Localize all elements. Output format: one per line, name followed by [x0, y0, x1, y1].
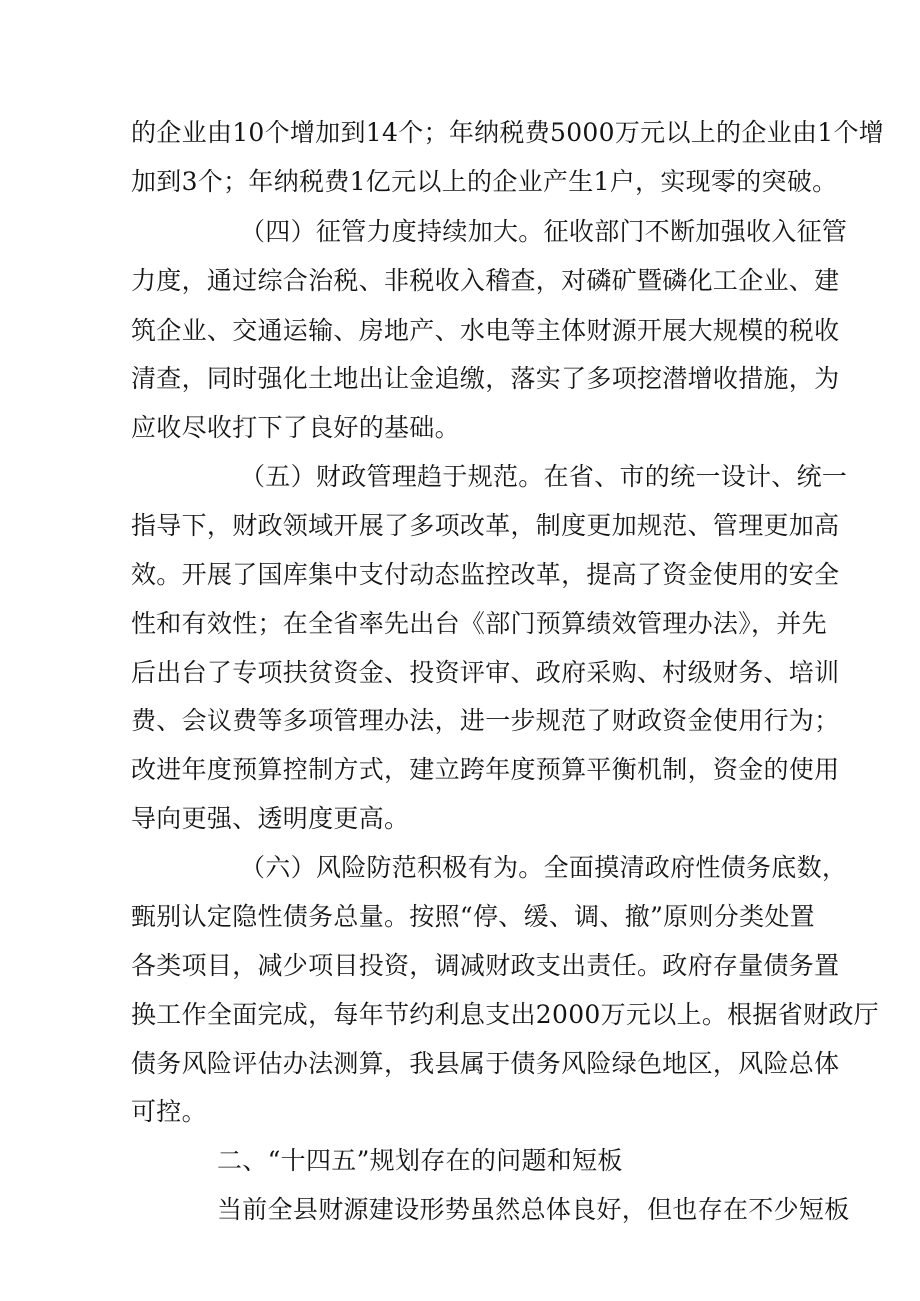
- section-heading-problems: 二、“十四五”规划存在的问题和短板: [217, 1146, 623, 1175]
- text-line-20: 债务风险评估办法测算，我县属于债务风险绿色地区，风险总体: [131, 1049, 840, 1078]
- text-line-2: 加到3个；年纳税费1亿元以上的企业产生1户，实现零的突破。: [131, 167, 838, 196]
- text-line-17: 甄别认定隐性债务总量。按照“停、缓、调、撤”原则分类处置: [131, 902, 815, 931]
- text-line-last: 当前全县财源建设形势虽然总体良好，但也存在不少短板: [217, 1195, 850, 1224]
- text-line-7: 应收尽收打下了良好的基础。: [131, 413, 460, 442]
- section-four-first-line: （四）征管力度持续加大。征收部门不断加强收入征管: [240, 217, 848, 246]
- text-line-1: 的企业由10个增加到14个；年纳税费5000万元以上的企业由1个增: [131, 118, 885, 147]
- text-line-18: 各类项目，减少项目投资，调减财政支出责任。政府存量债务置: [131, 951, 840, 980]
- text-line-5: 筑企业、交通运输、房地产、水电等主体财源开展大规模的税收: [131, 316, 840, 345]
- text-line-4: 力度，通过综合治税、非税收入稽查，对磷矿暨磷化工企业、建: [131, 266, 840, 295]
- text-line-11: 性和有效性；在全省率先出台《部门预算绩效管理办法》，并先: [131, 609, 827, 638]
- text-line-13: 费、会议费等多项管理办法，进一步规范了财政资金使用行为；: [131, 706, 840, 735]
- text-line-10: 效。开展了国库集中支付动态监控改革，提高了资金使用的安全: [131, 560, 840, 589]
- text-line-12: 后出台了专项扶贫资金、投资评审、政府采购、村级财务、培训: [131, 658, 840, 687]
- section-five-first-line: （五）财政管理趋于规范。在省、市的统一设计、统一: [240, 462, 848, 491]
- text-line-21: 可控。: [131, 1097, 207, 1126]
- text-line-14: 改进年度预算控制方式，建立跨年度预算平衡机制，资金的使用: [131, 755, 840, 784]
- text-line-15: 导向更强、透明度更高。: [131, 804, 410, 833]
- text-line-9: 指导下，财政领域开展了多项改革，制度更加规范、管理更加高: [131, 511, 840, 540]
- text-line-19: 换工作全面完成，每年节约利息支出2000万元以上。根据省财政厅: [131, 1000, 879, 1029]
- text-line-6: 清查，同时强化土地出让金追缴，落实了多项挖潜增收措施，为: [131, 364, 840, 393]
- section-six-first-line: （六）风险防范积极有为。全面摸清政府性债务底数，: [240, 853, 848, 882]
